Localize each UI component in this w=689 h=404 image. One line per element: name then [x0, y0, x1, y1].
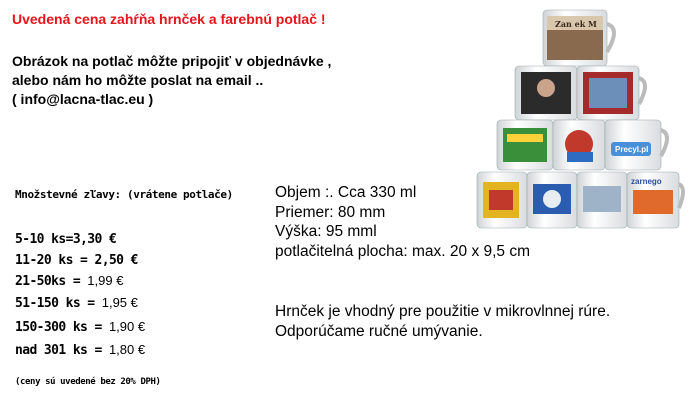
price-row — [15, 342, 145, 358]
mug-pyramid-image — [475, 6, 687, 246]
price-row — [15, 319, 145, 335]
mug-top — [543, 10, 614, 66]
intro-line-2: alebo nám ho môžte poslat na email .. — [12, 72, 264, 88]
usage-washing: Odporúčame ručné umývanie. — [275, 322, 483, 340]
vat-note: (ceny sú uvedené bez 20% DPH) — [15, 377, 161, 387]
spec-volume: Objem :. Cca 330 ml — [275, 184, 417, 201]
discount-title: Množstevné zľavy: (vrátene potlače) — [15, 188, 233, 201]
price-qty: 21-50ks = — [15, 274, 88, 289]
spec-diameter: Priemer: 80 mm — [275, 203, 386, 221]
usage-notes — [275, 302, 689, 341]
price-qty: nad 301 ks = — [15, 343, 109, 358]
usage-microwave: Hrnček je vhodný pre použitie v mikrovlnnej rúre. — [275, 303, 611, 320]
spec-height: Výška: 95 mml — [275, 223, 377, 240]
price-value: 1,95 € — [101, 295, 138, 310]
price-value: 1,99 € — [87, 273, 124, 288]
price-value: 1,80 € — [108, 342, 146, 357]
mug-row-3 — [497, 120, 667, 170]
intro-text — [12, 52, 432, 109]
mug-mid-label: Precyl.pl — [615, 145, 649, 154]
price-row — [15, 295, 138, 311]
price-value: 2,50 € — [94, 253, 138, 268]
mug-right-label: zarnego — [631, 177, 662, 186]
price-row — [15, 273, 123, 289]
price-qty: 5-10 ks= — [15, 232, 73, 247]
price-row — [15, 231, 116, 247]
mug-top-label: Zan ek M — [555, 19, 597, 29]
intro-line-1: Obrázok na potlač môžte pripojiť v objednávke , — [12, 53, 332, 69]
spec-print-area: potlačitelná plocha: max. 20 x 9,5 cm — [275, 242, 531, 260]
price-row — [15, 252, 138, 268]
headline: Uvedená cena zahŕňa hrnček a farebnú potlač ! — [12, 11, 326, 27]
price-qty: 150-300 ks = — [15, 320, 109, 335]
price-value: 3,30 € — [72, 232, 117, 247]
intro-email: ( info@lacna-tlac.eu ) — [12, 91, 154, 107]
mug-row-2 — [515, 66, 645, 120]
price-value: 1,90 € — [108, 319, 146, 334]
mug-row-4 — [477, 172, 683, 228]
price-qty: 51-150 ks = — [15, 296, 102, 311]
price-qty: 11-20 ks = — [15, 253, 95, 268]
